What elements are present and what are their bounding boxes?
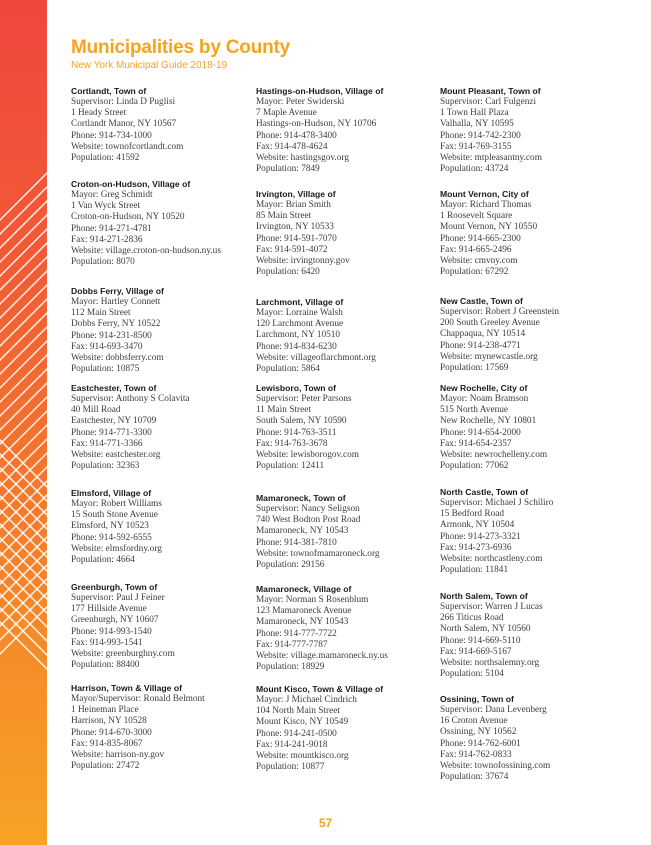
- municipality-entry: [71, 383, 261, 472]
- municipality-entry: [256, 584, 446, 673]
- address-line: Cortlandt Manor, NY 10567: [71, 119, 177, 130]
- address-line: 123 Mamaroneck Avenue: [256, 606, 352, 617]
- population-line: Population: 32363: [71, 461, 140, 472]
- address-line: 1 Town Hall Plaza: [440, 108, 509, 119]
- population-line: Population: 88400: [71, 660, 140, 671]
- address-line: 515 North Avenue: [440, 405, 508, 416]
- phone-line: Phone: 914-669-5110: [440, 635, 521, 646]
- address-line: Chappaqua, NY 10514: [440, 329, 526, 340]
- phone-line: Phone: 914-238-4771: [440, 340, 521, 351]
- population-line: Population: 29156: [256, 560, 325, 571]
- municipality-entry: [440, 189, 630, 278]
- address-line: North Salem, NY 10560: [440, 624, 531, 635]
- fax-line: Fax: 914-665-2496: [440, 244, 512, 255]
- fax-line: Fax: 914-835-8067: [71, 738, 143, 749]
- address-line: 112 Main Street: [71, 308, 131, 319]
- fax-line: Fax: 914-654-2357: [440, 438, 512, 449]
- population-line: Population: 11841: [440, 565, 509, 576]
- municipality-name: Dobbs Ferry, Village of: [71, 286, 164, 296]
- municipality-entry: [440, 383, 630, 472]
- fax-line: Fax: 914-669-5167: [440, 646, 512, 657]
- address-line: 200 South Greeley Avenue: [440, 318, 540, 329]
- website-line: Website: townofcortlandt.com: [71, 141, 184, 152]
- fax-line: Fax: 914-777-7787: [256, 639, 328, 650]
- official-line: Mayor: Greg Schmidt: [71, 190, 153, 200]
- fax-line: Fax: 914-993-1541: [71, 637, 143, 648]
- page-header: [71, 38, 290, 72]
- official-line: Supervisor: Robert J Greenstein: [440, 307, 560, 317]
- phone-line: Phone: 914-762-6001: [440, 738, 521, 749]
- address-line: Mamaroneck, NY 10543: [256, 617, 349, 628]
- address-line: South Salem, NY 10590: [256, 416, 347, 427]
- official-line: Supervisor: Michael J Schiliro: [440, 498, 554, 508]
- address-line: Larchmont, NY 10510: [256, 330, 341, 341]
- website-line: Website: northsalemny.org: [440, 658, 540, 669]
- municipality-name: Hastings-on-Hudson, Village of: [256, 86, 384, 96]
- municipality-entry: [71, 582, 261, 671]
- municipality-entry: [256, 86, 446, 175]
- address-line: 1 Van Wyck Street: [71, 201, 141, 212]
- municipality-name: Croton-on-Hudson, Village of: [71, 179, 191, 189]
- municipality-name: Larchmont, Village of: [256, 297, 344, 307]
- municipality-entry: [256, 684, 446, 773]
- official-line: Mayor: Lorraine Walsh: [256, 308, 343, 318]
- official-line: Mayor/Supervisor: Ronald Belmont: [71, 694, 205, 704]
- phone-line: Phone: 914-777-7722: [256, 628, 337, 639]
- lattice-pattern-graphic: [0, 0, 47, 845]
- municipality-name: Cortlandt, Town of: [71, 86, 147, 96]
- phone-line: Phone: 914-834-6230: [256, 341, 337, 352]
- page-title: Municipalities by County: [71, 37, 290, 58]
- official-line: Mayor: Brian Smith: [256, 200, 331, 210]
- website-line: Website: harrison-ny.gov: [71, 750, 165, 761]
- address-line: Valhalla, NY 10595: [440, 119, 514, 130]
- address-line: 15 Bedford Road: [440, 509, 505, 520]
- official-line: Mayor: Noam Bramson: [440, 394, 529, 404]
- population-line: Population: 17569: [440, 363, 509, 374]
- website-line: Website: village.mamaroneck.ny.us: [256, 651, 388, 662]
- municipality-entry: [71, 86, 261, 164]
- phone-line: Phone: 914-592-6555: [71, 532, 152, 543]
- population-line: Population: 67292: [440, 267, 509, 278]
- municipality-name: North Salem, Town of: [440, 591, 528, 601]
- municipality-name: Harrison, Town & Village of: [71, 683, 182, 693]
- address-line: 15 South Stone Avenue: [71, 510, 158, 521]
- municipality-name: Lewisboro, Town of: [256, 383, 337, 393]
- municipality-entry: [256, 493, 446, 571]
- municipality-entry: [71, 488, 261, 566]
- municipality-entry: [71, 286, 261, 375]
- address-line: Mount Vernon, NY 10550: [440, 222, 538, 233]
- population-line: Population: 5864: [256, 364, 320, 375]
- website-line: Website: lewisborogov.com: [256, 450, 359, 461]
- address-line: 120 Larchmont Avenue: [256, 319, 344, 330]
- website-line: Website: dobbsferry.com: [71, 353, 164, 364]
- website-line: Website: mountkisco.org: [256, 751, 349, 762]
- address-line: Eastchester, NY 10709: [71, 416, 157, 427]
- population-line: Population: 7849: [256, 164, 320, 175]
- website-line: Website: irvingtonny.gov: [256, 256, 350, 267]
- municipality-name: Mamaroneck, Village of: [256, 584, 352, 594]
- phone-line: Phone: 914-654-2000: [440, 427, 521, 438]
- official-line: Supervisor: Dana Levenberg: [440, 705, 547, 715]
- official-line: Mayor: Robert Williams: [71, 499, 162, 509]
- population-line: Population: 41592: [71, 153, 140, 164]
- website-line: Website: greenburghny.com: [71, 649, 175, 660]
- municipality-entry: [71, 683, 261, 772]
- fax-line: Fax: 914-478-4624: [256, 141, 328, 152]
- municipality-name: Eastchester, Town of: [71, 383, 157, 393]
- address-line: Elmsford, NY 10523: [71, 521, 149, 532]
- official-line: Supervisor: Linda D Puglisi: [71, 97, 176, 107]
- municipality-name: Mount Pleasant, Town of: [440, 86, 541, 96]
- official-line: Mayor: Richard Thomas: [440, 200, 532, 210]
- population-line: Population: 6420: [256, 267, 320, 278]
- page-subtitle: New York Municipal Guide 2018-19: [71, 60, 228, 71]
- phone-line: Phone: 914-763-3511: [256, 427, 337, 438]
- population-line: Population: 77062: [440, 461, 509, 472]
- address-line: 7 Maple Avenue: [256, 108, 317, 119]
- phone-line: Phone: 914-670-3000: [71, 727, 152, 738]
- fax-line: Fax: 914-241-9018: [256, 739, 328, 750]
- municipality-name: Irvington, Village of: [256, 189, 336, 199]
- official-line: Supervisor: Paul J Feiner: [71, 593, 165, 603]
- address-line: Ossining, NY 10562: [440, 727, 517, 738]
- population-line: Population: 18929: [256, 662, 325, 673]
- address-line: 740 West Bodton Post Road: [256, 515, 361, 526]
- phone-line: Phone: 914-381-7810: [256, 537, 337, 548]
- phone-line: Phone: 914-665-2300: [440, 233, 521, 244]
- address-line: New Rochelle, NY 10801: [440, 416, 537, 427]
- phone-line: Phone: 914-591-7070: [256, 233, 337, 244]
- address-line: 266 Titicus Road: [440, 613, 504, 624]
- municipality-name: New Rochelle, City of: [440, 383, 528, 393]
- website-line: Website: northcastleny.com: [440, 554, 543, 565]
- phone-line: Phone: 914-231-8500: [71, 330, 152, 341]
- fax-line: Fax: 914-591-4072: [256, 244, 328, 255]
- website-line: Website: eastchester.org: [71, 450, 161, 461]
- website-line: Website: hastingsgov.org: [256, 153, 349, 164]
- phone-line: Phone: 914-478-3400: [256, 130, 337, 141]
- population-line: Population: 27472: [71, 761, 140, 772]
- municipality-name: New Castle, Town of: [440, 296, 523, 306]
- municipality-name: Mount Vernon, City of: [440, 189, 529, 199]
- address-line: 177 Hillside Avenue: [71, 604, 147, 615]
- municipality-entry: [440, 591, 630, 680]
- municipality-name: Ossining, Town of: [440, 694, 514, 704]
- address-line: Dobbs Ferry, NY 10522: [71, 319, 161, 330]
- fax-line: Fax: 914-763-3678: [256, 438, 328, 449]
- official-line: Mayor: J Michael Cindrich: [256, 695, 357, 705]
- official-line: Supervisor: Nancy Seligson: [256, 504, 360, 514]
- fax-line: Fax: 914-271-2836: [71, 234, 143, 245]
- phone-line: Phone: 914-734-1000: [71, 130, 152, 141]
- website-line: Website: cmvny.com: [440, 256, 518, 267]
- address-line: 40 Mill Road: [71, 405, 121, 416]
- address-line: 104 North Main Street: [256, 706, 340, 717]
- official-line: Supervisor: Peter Parsons: [256, 394, 352, 404]
- official-line: Supervisor: Anthony S Colavita: [71, 394, 190, 404]
- website-line: Website: elmsfordny.org: [71, 543, 162, 554]
- address-line: Mount Kisco, NY 10549: [256, 717, 349, 728]
- website-line: Website: village.croton-on-hudson.ny.us: [71, 246, 221, 257]
- website-line: Website: mynewcastle.org: [440, 351, 538, 362]
- municipality-entry: [256, 297, 446, 375]
- official-line: Supervisor: Warren J Lucas: [440, 602, 543, 612]
- population-line: Population: 5104: [440, 669, 504, 680]
- official-line: Mayor: Hartley Connett: [71, 297, 161, 307]
- address-line: 16 Croton Avenue: [440, 716, 508, 727]
- official-line: Mayor: Norman S Rosenblum: [256, 595, 369, 605]
- municipality-entry: [71, 179, 261, 268]
- municipality-name: North Castle, Town of: [440, 487, 529, 497]
- address-line: Greenburgh, NY 10607: [71, 615, 159, 626]
- address-line: Croton-on-Hudson, NY 10520: [71, 212, 185, 223]
- municipality-name: Mamaroneck, Town of: [256, 493, 346, 503]
- address-line: Hastings-on-Hudson, NY 10706: [256, 119, 377, 130]
- phone-line: Phone: 914-241-0500: [256, 728, 337, 739]
- address-line: Mamaroneck, NY 10543: [256, 526, 349, 537]
- page-number: 57: [318, 816, 333, 830]
- fax-line: Fax: 914-693-3470: [71, 341, 143, 352]
- population-line: Population: 10875: [71, 364, 140, 375]
- address-line: 11 Main Street: [256, 405, 311, 416]
- population-line: Population: 12411: [256, 461, 325, 472]
- municipality-entry: [440, 86, 630, 175]
- website-line: Website: newrochelleny.com: [440, 450, 548, 461]
- population-line: Population: 43724: [440, 164, 509, 175]
- municipality-name: Mount Kisco, Town & Village of: [256, 684, 384, 694]
- fax-line: Fax: 914-273-6936: [440, 542, 512, 553]
- phone-line: Phone: 914-271-4781: [71, 223, 152, 234]
- municipality-entry: [440, 296, 630, 374]
- population-line: Population: 37674: [440, 772, 509, 783]
- population-line: Population: 10877: [256, 762, 325, 773]
- phone-line: Phone: 914-993-1540: [71, 626, 152, 637]
- municipality-entry: [256, 383, 446, 472]
- municipality-entry: [440, 487, 630, 576]
- phone-line: Phone: 914-771-3300: [71, 427, 152, 438]
- phone-line: Phone: 914-273-3321: [440, 531, 521, 542]
- population-line: Population: 8070: [71, 257, 135, 268]
- address-line: 85 Main Street: [256, 211, 312, 222]
- address-line: 1 Heineman Place: [71, 705, 139, 716]
- address-line: 1 Roosevelt Square: [440, 211, 513, 222]
- fax-line: Fax: 914-762-0833: [440, 749, 512, 760]
- official-line: Mayor: Peter Swiderski: [256, 97, 345, 107]
- population-line: Population: 4664: [71, 555, 135, 566]
- municipality-name: Greenburgh, Town of: [71, 582, 158, 592]
- website-line: Website: villageoflarchmont.org: [256, 352, 376, 363]
- fax-line: Fax: 914-771-3366: [71, 438, 143, 449]
- fax-line: Fax: 914-769-3155: [440, 141, 512, 152]
- website-line: Website: townofmamaroneck.org: [256, 548, 380, 559]
- decorative-side-band: [0, 0, 47, 845]
- municipality-entry: [440, 694, 630, 783]
- phone-line: Phone: 914-742-2300: [440, 130, 521, 141]
- municipality-name: Elmsford, Village of: [71, 488, 152, 498]
- address-line: Armonk, NY 10504: [440, 520, 515, 531]
- municipality-entry: [256, 189, 446, 278]
- website-line: Website: mtpleasantny.com: [440, 153, 542, 164]
- address-line: 1 Heady Street: [71, 108, 127, 119]
- address-line: Irvington, NY 10533: [256, 222, 334, 233]
- official-line: Supervisor: Carl Fulgenzi: [440, 97, 537, 107]
- address-line: Harrison, NY 10528: [71, 716, 147, 727]
- website-line: Website: townofossining.com: [440, 761, 551, 772]
